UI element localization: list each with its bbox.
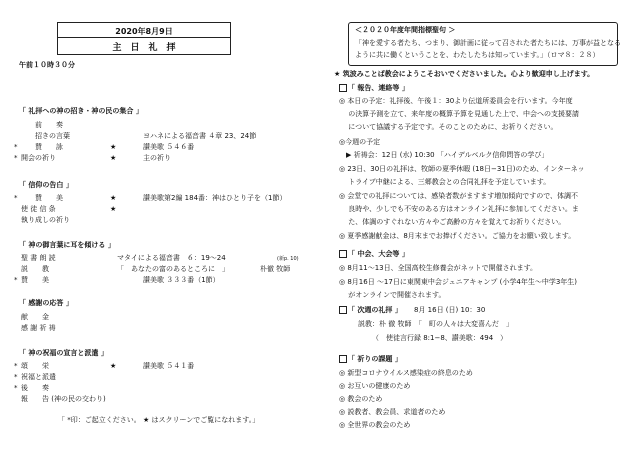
screen-star-icon: ★ — [110, 143, 117, 151]
annual-verse-line: 「神を愛する者たち、つまり、御計画に従って召された者たちには、万事が益となる — [355, 39, 621, 47]
annual-verse-line: ように共に働くということを、わたしたちは知っています。」（ロマ８：２８） — [355, 51, 600, 59]
annual-verse-box — [348, 22, 621, 66]
order-item-name: 賛 美 — [21, 276, 49, 284]
section-heading-confession: 「 信仰の告白 」 — [19, 181, 73, 189]
footer-note: 「 *印：ご起立ください。 ★ はスクリーンでご覧になれます。」 — [58, 416, 260, 424]
section-heading-prayer: 「 祈りの課題 」 — [339, 355, 402, 364]
service-title-box — [57, 22, 231, 55]
report-line: ◎ 会堂での礼拝については、感染者数がますます増加傾向ですので、体調不 — [339, 192, 579, 200]
prayer-item: ◎ 全世界の教会のため — [339, 421, 411, 429]
section-heading-next-service: 「 次週の礼拝 」 — [339, 306, 402, 315]
service-title: 主 日 礼 拝 — [112, 43, 176, 53]
screen-star-icon: ★ — [110, 154, 117, 162]
order-item-text: 讃美歌 ５４６番 — [143, 143, 195, 151]
report-line: トライブ中継による、三郷教会との合同礼拝を予定しています。 — [339, 178, 551, 186]
screen-star-icon: ★ — [110, 362, 117, 370]
presbytery-line: ◎ 8月11〜13日、全国高校生修養会がネットで開催されます。 — [339, 264, 538, 272]
order-item-name: 使 徒 信 条 — [21, 205, 56, 213]
report-line: について協議する予定です。そのことのために、お祈りください。 — [339, 123, 558, 131]
report-line: ◎今週の予定 — [339, 138, 381, 146]
order-item-mark: * — [14, 373, 18, 381]
order-item-name: 開会の祈り — [21, 154, 56, 162]
order-item-name: 感 謝 祈 祷 — [21, 324, 56, 332]
prayer-item: ◎ 新型コロナウイルス感染症の終息のため — [339, 369, 473, 377]
order-item-mark: * — [14, 143, 18, 151]
report-line: ◎ 夏季感謝献金は、8月末までお捧げください。ご協力をお願い致します。 — [339, 232, 576, 240]
order-item-name: 聖 書 朗 読 — [21, 254, 56, 262]
presbytery-line: がオンラインで開催されます。 — [339, 291, 446, 299]
order-item-prelude: 前 奏 — [35, 121, 63, 129]
order-item-text: 讃美歌第2編 184番：神はひとり子を（1節） — [143, 194, 287, 202]
section-heading-reports: 「 報告、連絡等 」 — [339, 84, 409, 93]
order-item-text: 讃美歌 ５４１番 — [143, 362, 195, 370]
section-heading-blessing: 「 神の祝福の宣言と派遣 」 — [19, 349, 108, 357]
report-line: ◎ 本日の予定：礼拝後、午後１：30より伝道所委員会を行います。今年度 — [339, 97, 573, 105]
order-item-call-to-worship: 招きの言葉 — [35, 132, 70, 140]
order-item-name: 報 告 (神の民の交わり) — [21, 395, 106, 403]
prayer-item: ◎ お互いの健康のため — [339, 382, 411, 390]
welcome-message: ★ 筑波みことば教会にようこそおいでくださいました。心より歓迎申し上げます。 — [334, 70, 595, 78]
order-item-name: 説 教 — [21, 265, 49, 273]
report-line: た、体調のすぐれない方々やご高齢の方々を覚えてお祈りください。 — [339, 218, 566, 226]
order-item-mark: * — [14, 154, 18, 162]
order-item-mark: * — [14, 384, 18, 392]
order-item-text: 讃美歌 ３３３番（1節） — [143, 276, 220, 284]
service-time: 午前１０時３０分 — [19, 61, 75, 69]
order-item-note: (新p. 10) — [277, 256, 299, 262]
section-heading-response: 「 感謝の応答 」 — [19, 299, 73, 307]
section-heading-presbytery: 「 中会、大会等 」 — [339, 250, 409, 259]
sermon-title: 「 あなたの富のあるところに 」 — [117, 265, 229, 273]
order-item-text: 主の祈り — [143, 154, 171, 162]
order-item-mark: * — [14, 194, 18, 202]
next-service-date: 8月 16日 (日) 10：30 — [414, 306, 486, 314]
screen-star-icon: ★ — [110, 194, 117, 202]
prayer-item: ◎ 説教者、教会員、求道者のため — [339, 408, 446, 416]
report-line: ◎ 23日、30日の礼拝は、牧師の夏季休暇 (18日−31日)のため、インターネッ — [339, 165, 585, 173]
annual-verse-title: ＜２０２０年度年間指標聖句 ＞ — [355, 26, 456, 34]
report-line: ▶ 祈祷会：12日 (水) 10:30 「ハイデルベルク信仰問答の学び」 — [339, 151, 549, 159]
order-item-name: 賛 詠 — [35, 143, 63, 151]
presbytery-line: ◎ 8月16日 〜17日に東関東中会ジュニアキャンプ (小学4年生〜中学3年生) — [339, 278, 577, 286]
preacher: 朴徹 牧師 — [260, 265, 291, 273]
report-line: の決算予測を立て、来年度の概算予算を見通した上で、中会への支援要請 — [339, 110, 579, 118]
prayer-item: ◎ 教会のため — [339, 395, 383, 403]
order-item-name: 献 金 — [21, 313, 49, 321]
order-item-name: 後 奏 — [21, 384, 49, 392]
order-item-name: 祝福と派遣 — [21, 373, 56, 381]
next-service-scripture: （ 使徒言行録 8:1−8、讃美歌：494 ） — [372, 334, 508, 342]
order-item-text: ヨハネによる福音書 ４章 23、24節 — [143, 132, 257, 140]
order-item-name: 賛 美 — [35, 194, 63, 202]
next-service-sermon: 説教：朴 徹 牧師 「 町の人々は大変喜んだ 」 — [358, 320, 513, 328]
order-item-mark: * — [14, 276, 18, 284]
service-date: 2020年8月9日 — [115, 27, 173, 36]
order-item-name: 頌 栄 — [21, 362, 49, 370]
screen-star-icon: ★ — [110, 205, 117, 213]
order-item-mark: * — [14, 362, 18, 370]
section-heading-word: 「 神の御言葉に耳を傾ける 」 — [19, 241, 115, 249]
section-heading-gathering: 「 礼拝への神の招き・神の民の集合 」 — [19, 107, 143, 115]
order-item-name: 執り成しの祈り — [21, 216, 70, 224]
report-line: 良時や、少しでも不安のある方はオンライン礼拝に参加してください。ま — [339, 205, 579, 213]
order-item-text: マタイによる福音書 ６：19～24 — [117, 254, 226, 262]
